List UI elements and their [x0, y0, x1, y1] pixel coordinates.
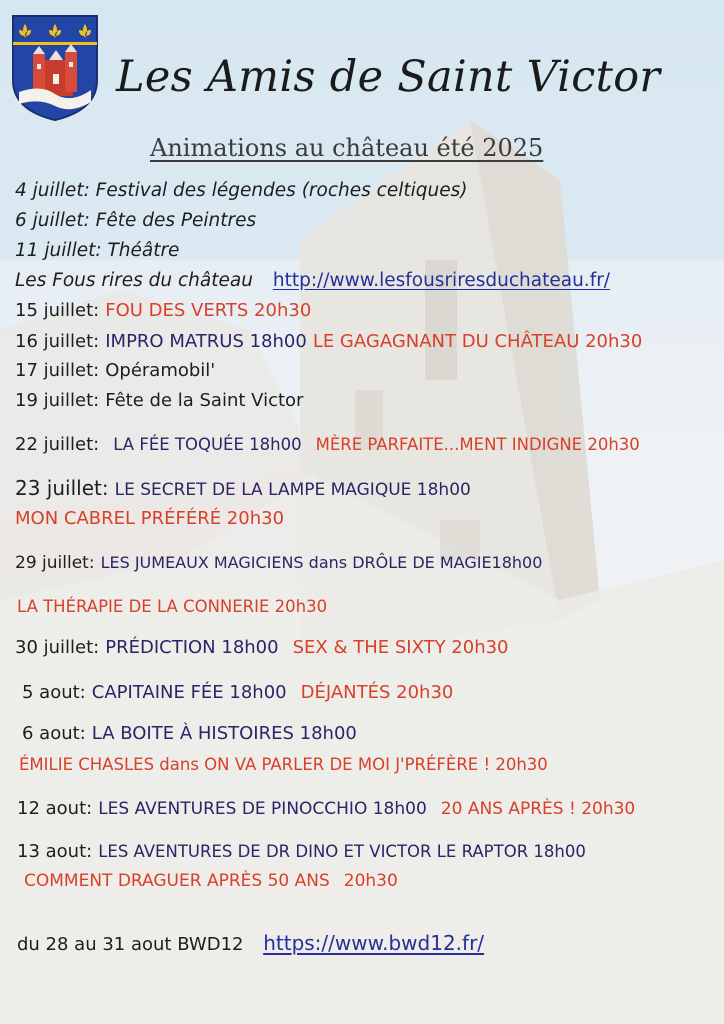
evening-show: LA THÉRAPIE DE LA CONNERIE 20h30	[17, 597, 328, 616]
footer-line	[17, 931, 484, 955]
afternoon-show: LES AVENTURES DE PINOCCHIO 18h00	[98, 799, 427, 819]
evening-show: LE GAGAGNANT DU CHÂTEAU 20h30	[312, 331, 643, 352]
event-date: 16 juillet:	[15, 331, 100, 352]
event-date: 13 aout:	[17, 841, 93, 862]
fous-rires-link[interactable]: http://www.lesfousriresduchateau.fr/	[272, 270, 611, 291]
evening-show: SEX & THE SIXTY 20h30	[292, 637, 509, 658]
event-date: 22 juillet:	[15, 434, 100, 455]
event-line	[15, 434, 640, 455]
page-subtitle: Animations au château été 2025	[150, 134, 544, 162]
evening-show-time: 20h30	[343, 871, 398, 891]
bwd12-link[interactable]: https://www.bwd12.fr/	[263, 931, 485, 955]
afternoon-show: LE SECRET DE LA LAMPE MAGIQUE 18h00	[114, 480, 471, 500]
afternoon-show: LA FÉE TOQUÉE 18h00	[113, 435, 302, 454]
event-line	[22, 682, 453, 703]
event-date: 15 juillet:	[15, 300, 100, 321]
afternoon-show: LES AVENTURES DE DR DINO ET VICTOR LE RAPTOR 18h00	[98, 842, 586, 861]
event-date: 12 aout:	[17, 798, 93, 819]
evening-show: FOU DES VERTS 20h30	[105, 300, 312, 321]
event-date: 30 juillet:	[15, 637, 100, 658]
afternoon-show: Fête de la Saint Victor	[105, 390, 304, 411]
event-line	[15, 637, 509, 658]
event-text: Les Fous rires du château	[15, 270, 253, 291]
event-line	[15, 300, 311, 321]
page-title: Les Amis de Saint Victor	[116, 52, 661, 102]
afternoon-show: LES JUMEAUX MAGICIENS dans DRÔLE DE MAGIE18h00	[100, 553, 543, 572]
evening-show: MON CABREL PRÉFÉRÉ 20h30	[15, 508, 285, 529]
event-line	[15, 390, 303, 411]
evening-show: MÈRE PARFAITE...MENT INDIGNE 20h30	[315, 435, 640, 454]
event-line	[15, 360, 215, 381]
event-date: 17 juillet:	[15, 360, 100, 381]
event-line	[15, 210, 256, 231]
event-date: 6 aout:	[22, 723, 86, 744]
event-line	[15, 331, 642, 352]
event-date: 23 juillet:	[15, 476, 109, 500]
event-line	[24, 870, 398, 891]
afternoon-show: Opéramobil'	[105, 360, 216, 381]
afternoon-show: IMPRO MATRUS 18h00	[105, 331, 307, 352]
event-line	[15, 476, 471, 500]
evening-show: DÉJANTÉS 20h30	[300, 682, 454, 703]
event-line	[15, 240, 179, 261]
event-line	[17, 841, 586, 862]
event-line	[22, 723, 357, 744]
footer-text: du 28 au 31 aout BWD12	[17, 934, 244, 955]
event-line	[19, 754, 548, 775]
evening-show: COMMENT DRAGUER APRÈS 50 ANS	[24, 871, 330, 891]
event-line	[15, 180, 467, 201]
event-date: 5 aout:	[22, 682, 86, 703]
evening-show: ÉMILIE CHASLES dans ON VA PARLER DE MOI J'PRÉFÈRE ! 20h30	[19, 755, 548, 774]
event-line	[15, 270, 610, 291]
event-line	[17, 596, 327, 617]
event-text: 4 juillet: Festival des légendes (roches celtiques)	[15, 180, 468, 201]
event-date: 19 juillet:	[15, 390, 100, 411]
afternoon-show: PRÉDICTION 18h00	[105, 637, 279, 658]
event-line	[17, 798, 635, 819]
coat-of-arms-logo	[11, 14, 99, 122]
event-text: 6 juillet: Fête des Peintres	[15, 210, 257, 231]
afternoon-show: CAPITAINE FÉE 18h00	[91, 682, 287, 703]
afternoon-show: LA BOITE À HISTOIRES 18h00	[91, 723, 357, 744]
event-text: 11 juillet: Théâtre	[15, 240, 180, 261]
event-line	[15, 552, 542, 573]
event-line	[15, 508, 284, 529]
event-date: 29 juillet:	[15, 553, 95, 573]
evening-show: 20 ANS APRÈS ! 20h30	[440, 799, 636, 819]
